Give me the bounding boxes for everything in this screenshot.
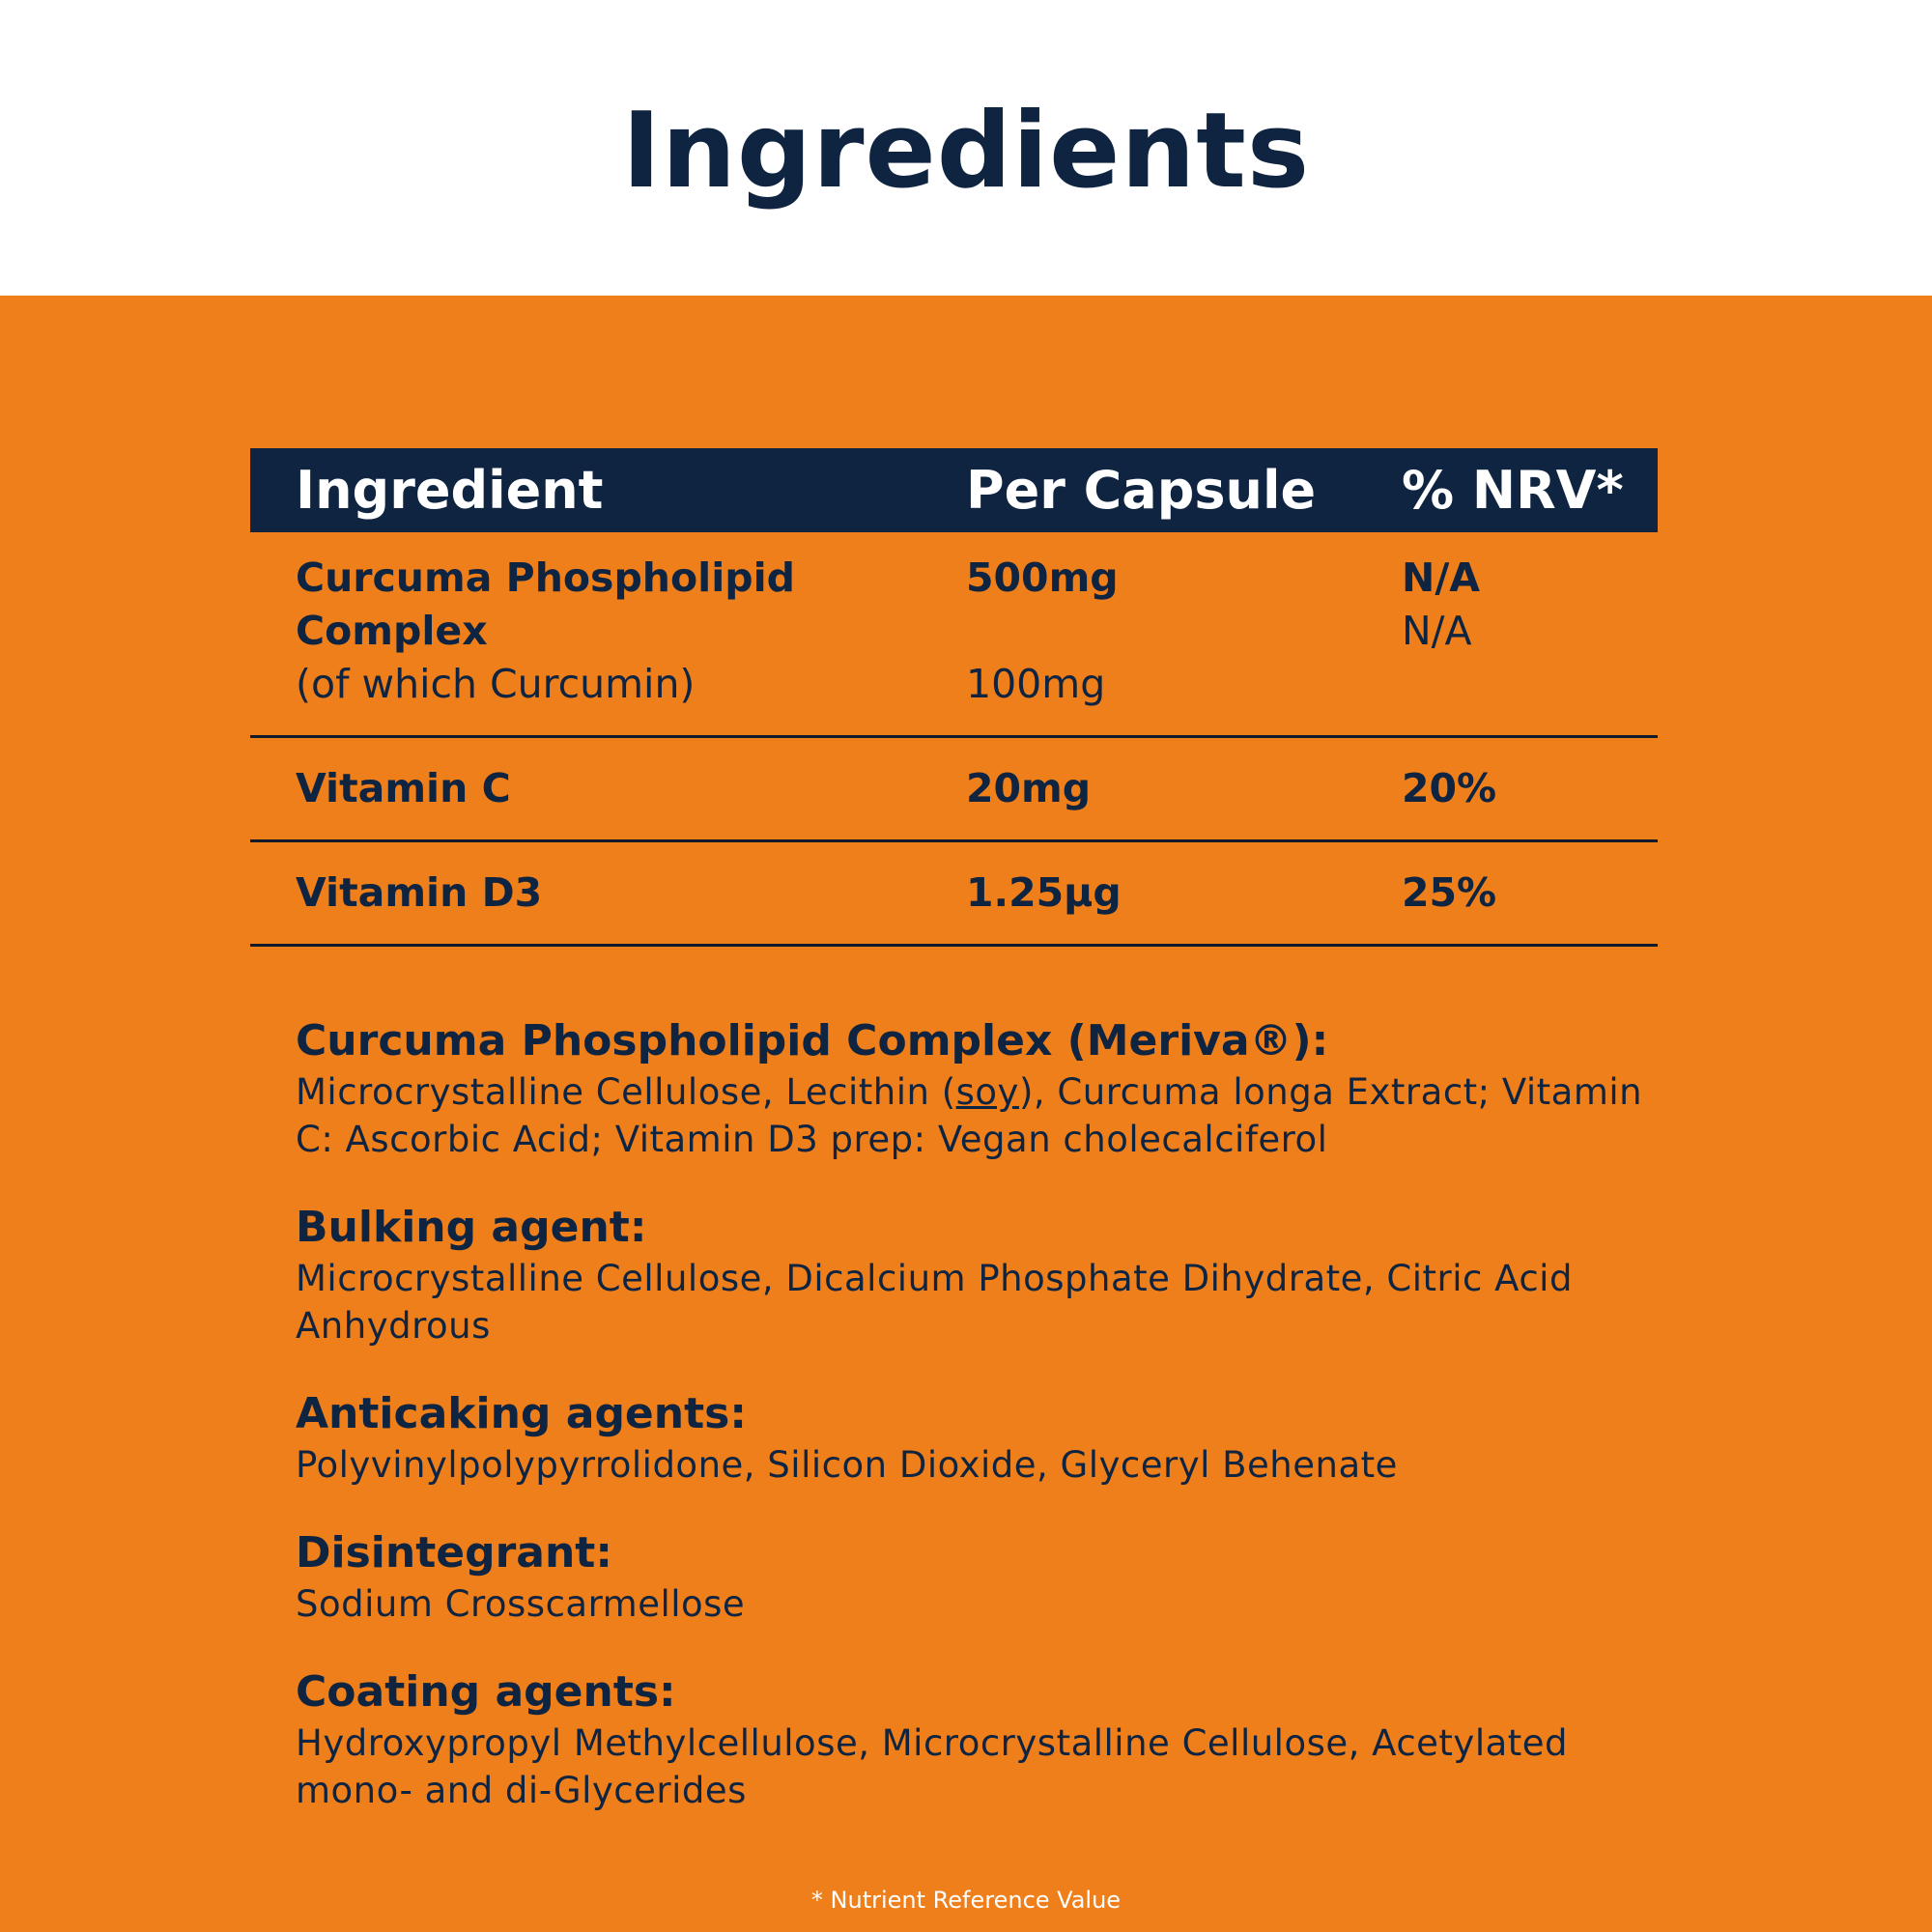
header-ingredient: Ingredient xyxy=(296,460,604,521)
section-text: Sodium Crosscarmellose xyxy=(296,1583,746,1625)
ingredient-details xyxy=(296,1014,1667,1852)
sub-nrv-value: N/A xyxy=(1402,608,1472,654)
footnote: * Nutrient Reference Value xyxy=(810,1887,1122,1914)
ingredients-table xyxy=(250,448,1658,947)
ingredient-name: Vitamin C xyxy=(296,765,511,811)
detail-section xyxy=(296,1526,1667,1628)
section-heading: Bulking agent: xyxy=(296,1203,647,1252)
header-per-capsule: Per Capsule xyxy=(966,460,1317,521)
detail-section xyxy=(296,1665,1667,1814)
page-title: Ingredients xyxy=(621,91,1311,212)
nrv-value: 25% xyxy=(1402,869,1497,916)
section-heading: Anticaking agents: xyxy=(296,1389,747,1438)
sub-amount-value: 100mg xyxy=(966,661,1106,707)
section-heading: Disintegrant: xyxy=(296,1528,612,1577)
allergen-soy: soy xyxy=(955,1071,1019,1113)
header-nrv: % NRV* xyxy=(1402,460,1624,521)
ingredient-subname: (of which Curcumin) xyxy=(296,661,696,707)
section-text xyxy=(296,1068,1667,1163)
ingredient-name: Curcuma Phospholipid xyxy=(296,554,796,601)
table-row xyxy=(250,532,1658,738)
section-heading: Coating agents: xyxy=(296,1667,676,1717)
section-text: Polyvinylpolypyrrolidone, Silicon Dioxide, Glyceryl Behenate xyxy=(296,1444,1398,1486)
table-header xyxy=(250,448,1658,532)
header-band xyxy=(0,0,1932,296)
nrv-value: N/A xyxy=(1402,554,1481,601)
amount-value: 20mg xyxy=(966,765,1092,811)
section-text-part: ), Curcuma longa Extract; Vitamin C: Ascorbic Acid; Vitamin D3 prep: Vegan cholecalciferol xyxy=(296,1071,1643,1160)
detail-section xyxy=(296,1014,1667,1163)
ingredient-name-cont: Complex xyxy=(296,608,488,654)
table-row xyxy=(250,738,1658,842)
section-text: Hydroxypropyl Methylcellulose, Microcrystalline Cellulose, Acetylated mono- and di-Glycerides xyxy=(296,1722,1569,1811)
section-text-part: Microcrystalline Cellulose, Lecithin ( xyxy=(296,1071,956,1113)
detail-section xyxy=(296,1387,1667,1489)
table-row xyxy=(250,842,1658,947)
nrv-value: 20% xyxy=(1402,765,1497,811)
ingredient-name: Vitamin D3 xyxy=(296,869,543,916)
section-heading: Curcuma Phospholipid Complex (Meriva®): xyxy=(296,1016,1329,1065)
section-text: Microcrystalline Cellulose, Dicalcium Phosphate Dihydrate, Citric Acid Anhydrous xyxy=(296,1258,1573,1347)
amount-value: 1.25µg xyxy=(966,869,1122,916)
detail-section xyxy=(296,1201,1667,1350)
amount-value: 500mg xyxy=(966,554,1119,601)
